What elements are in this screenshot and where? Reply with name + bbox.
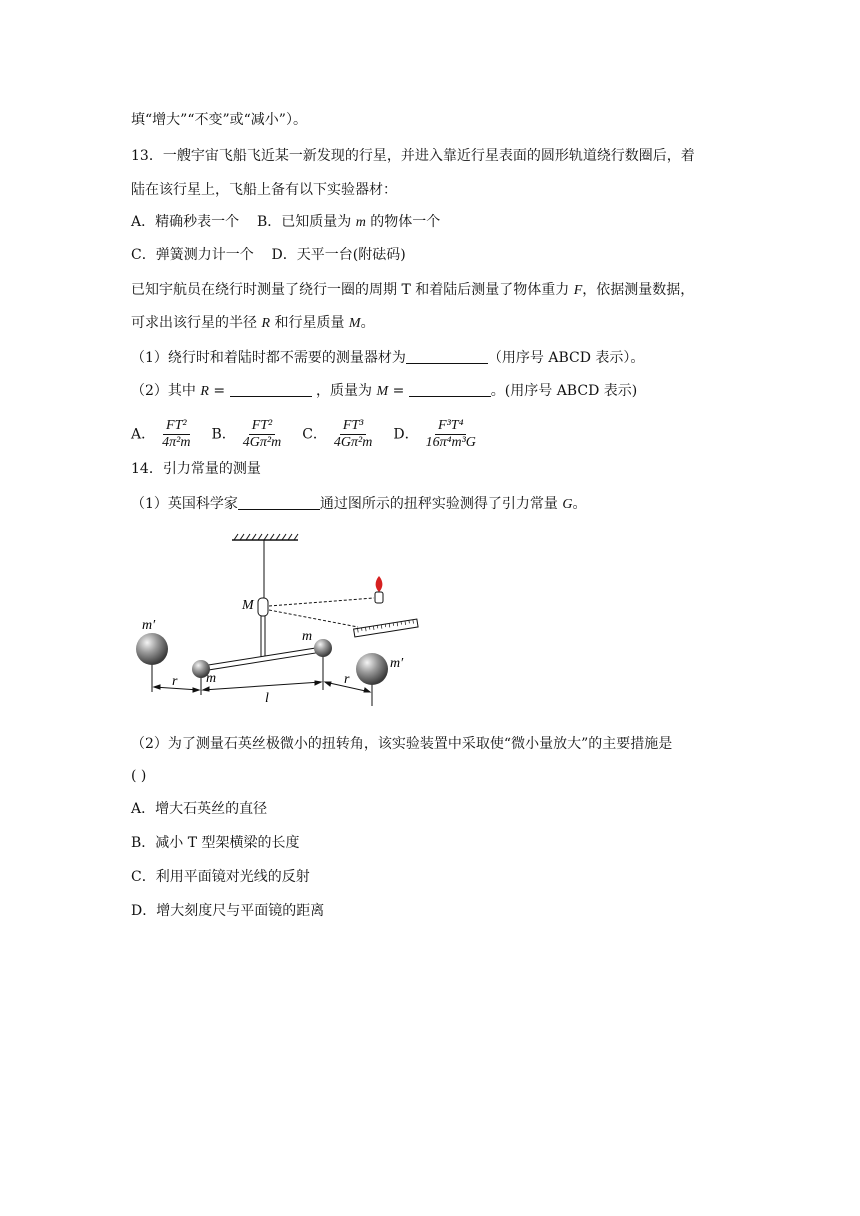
q14-option-b: B．减小 T 型架横梁的长度	[131, 835, 300, 851]
scale-ruler	[354, 619, 418, 637]
torsion-balance-figure	[130, 530, 430, 715]
large-ball-right	[356, 653, 388, 685]
light-ray	[269, 610, 358, 627]
t-beam	[202, 647, 322, 671]
q13-info-line-2: 可求出该行星的半径 R 和行星质量 M。	[131, 315, 375, 331]
q13-choices	[131, 414, 497, 454]
answer-blank-mass	[409, 382, 491, 397]
q14-option-c: C．利用平面镜对光线的反射	[131, 869, 310, 885]
dimension-lines	[154, 681, 370, 692]
q13-stem-line-1: 13．一艘宇宙飞船飞近某一新发现的行星，并进入靠近行星表面的圆形轨道绕行数圈后，着	[131, 148, 695, 164]
q13-equipment-row-1	[131, 212, 440, 233]
equipment-d: D．天平一台(附砝码)	[271, 247, 406, 263]
ceiling-support	[232, 534, 298, 540]
label-m-bottom: m	[206, 671, 217, 686]
label-r-right: r	[344, 672, 350, 687]
choice-c: C． $\frac{\text{FT³}}{\text{4Gπ²m}}$	[302, 417, 373, 450]
equipment-a: A．精确秒表一个	[131, 214, 240, 230]
answer-blank	[406, 349, 488, 364]
small-ball-right	[314, 639, 332, 657]
q14-sub1: （1）英国科学家 通过图所示的扭秤实验测得了引力常量 G。	[131, 496, 587, 512]
label-M: M	[242, 598, 254, 613]
q13-sub2: （2）其中 R = ，质量为 M = 。(用序号 ABCD 表示)	[131, 383, 638, 399]
choice-b: B． $\frac{\text{FT²}}{\text{4Gπ²m}}$	[211, 417, 282, 450]
q13-stem-line-2: 陆在该行星上，飞船上备有以下实验器材：	[131, 182, 397, 198]
label-l: l	[265, 691, 269, 706]
q13-equipment-row-2	[131, 245, 406, 265]
label-m-top: m	[302, 629, 313, 644]
large-ball-left	[136, 633, 168, 665]
label-m-prime-right: m′	[390, 656, 404, 671]
equipment-c: C．弹簧测力计一个	[131, 247, 254, 263]
equipment-b: B．已知质量为 m 的物体一个	[256, 214, 441, 230]
light-ray	[269, 598, 374, 606]
q14-sub2-paren: ( )	[131, 768, 147, 784]
answer-blank-radius	[230, 382, 312, 397]
q13-info-line-1: 已知宇航员在绕行时测量了绕行一圈的周期 T 和着陆后测量了物体重力 F，依据测量数据，	[131, 282, 695, 298]
label-m-prime-left: m′	[142, 618, 156, 633]
choice-a: A． $\frac{\text{FT²}}{\text{4π²m}}$	[131, 417, 191, 450]
choice-d: D． $\frac{\text{F³T⁴}}{\text{16π⁴m³G}}$	[393, 417, 476, 450]
mirror	[258, 598, 268, 616]
q14-option-a: A．增大石英丝的直径	[131, 801, 268, 817]
q14-sub2: （2）为了测量石英丝极微小的扭转角，该实验装置中采取使“微小量放大”的主要措施是	[131, 736, 673, 752]
q13-sub1: （1）绕行时和着陆时都不需要的测量器材为 （用序号 ABCD 表示）。	[131, 350, 645, 366]
label-r-left: r	[172, 674, 178, 689]
continuation-line: 填“增大”“不变”或“减小”）。	[131, 112, 307, 128]
q14-title: 14．引力常量的测量	[131, 461, 261, 477]
lamp-icon	[375, 576, 383, 603]
answer-blank-scientist	[238, 495, 320, 510]
q14-option-d: D．增大刻度尺与平面镜的距离	[131, 903, 325, 919]
